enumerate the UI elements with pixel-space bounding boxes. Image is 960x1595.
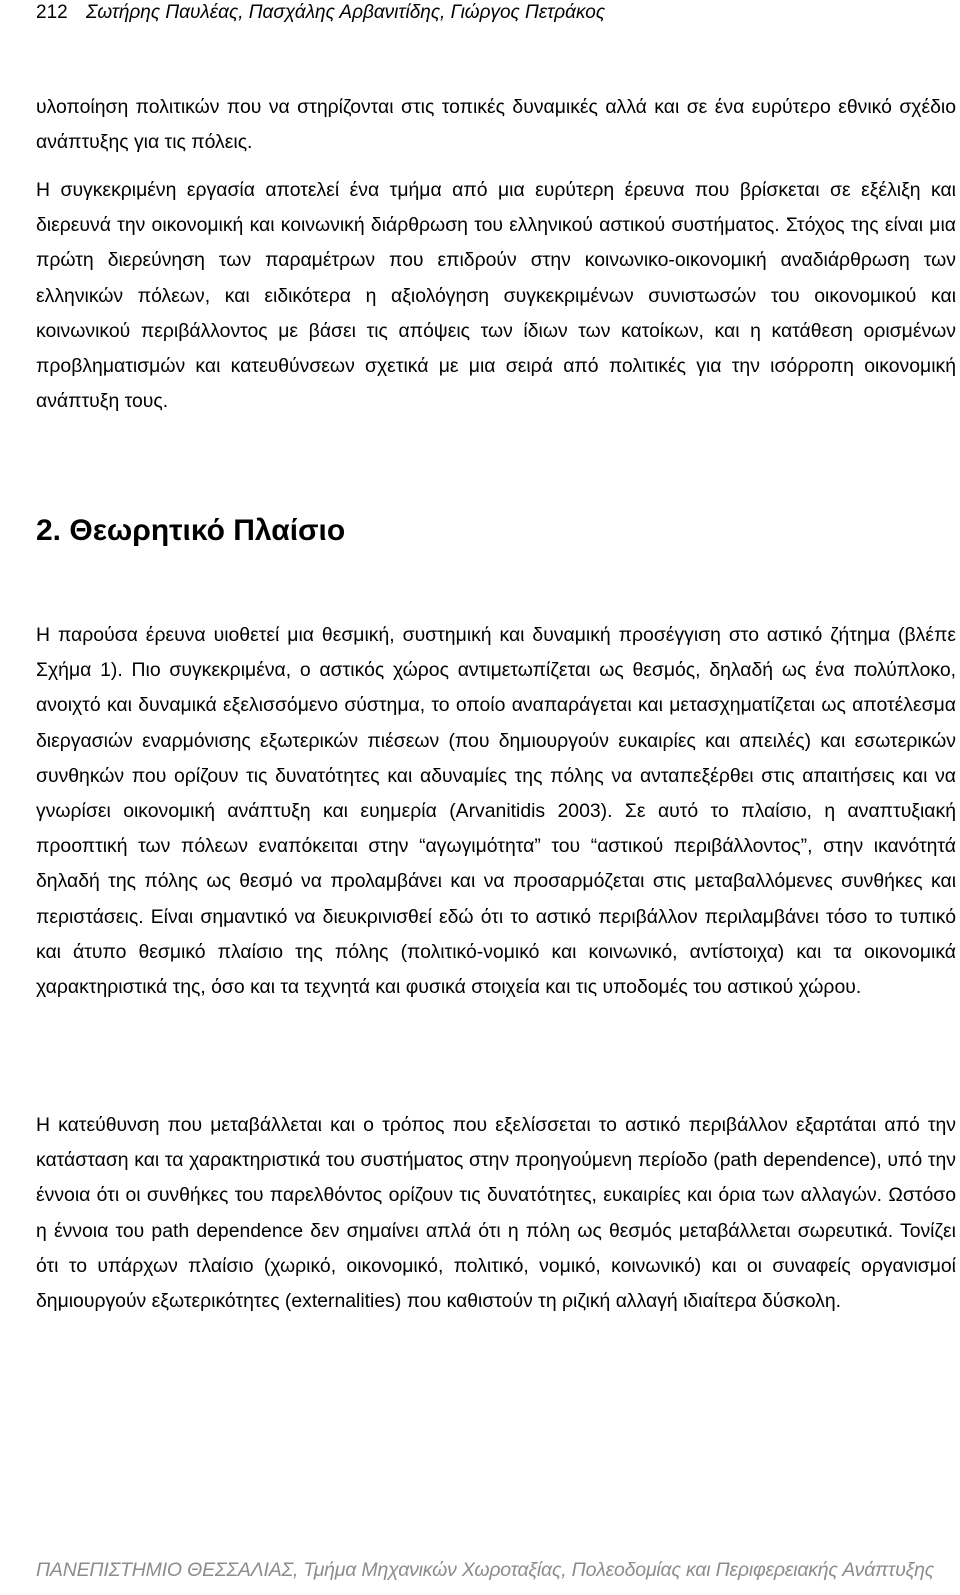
page-footer: ΠΑΝΕΠΙΣΤΗΜΙΟ ΘΕΣΣΑΛΙΑΣ, Τμήμα Μηχανικών Χωροταξίας, Πολεοδομίας και Περιφερειακής Ανάπτυξης xyxy=(36,1559,935,1581)
section-heading: 2. Θεωρητικό Πλαίσιο xyxy=(36,514,346,547)
paragraph-theoretical-approach: Η παρούσα έρευνα υιοθετεί μια θεσμική, συστημική και δυναμική προσέγγιση στο αστικό ζήτημα (βλέπε Σχήμα 1). Πιο συγκεκριμένα, ο αστικός χώρος αντιμετωπίζεται ως θεσμός, δηλαδή ως ένα πολύπλοκο, ανοιχτό και δυναμικά εξελισσόμενο σύστημα, το οποίο αναπαράγεται και μετασχηματίζεται ως αποτέλεσμα διεργασιών εναρμόνισης εξωτερικών πιέσεων (που δημιουργούν ευκαιρίες και απειλές) και εσωτερικών συνθηκών που ορίζουν τις δυνατότητες και αδυναμίες της πόλης να ανταπεξέρθει στις απαιτήσεις και να γνωρίσει οικονομική ανάπτυξη και ευημερία (Arvanitidis 2003). Σε αυτό το πλαίσιο, η αναπτυξιακή προοπτική των πόλεων εναπόκειται στην “αγωγιμότητα” του “αστικού περιβάλλοντος”, στην ικανότητά δηλαδή της πόλης ως θεσμό να προλαμβάνει και να προσαρμόζεται στις μεταβαλλόμενες συνθήκες και περιστάσεις. Είναι σημαντικό να διευκρινισθεί εδώ ότι το αστικό περιβάλλον περιλαμβάνει τόσο το τυπικό και άτυπο θεσμικό πλαίσιο της πόλης (πολιτικό-νομικό και κοινωνικό, αντίστοιχα) και τα οικονομικά χαρακτηριστικά της, όσο και τα τεχνητά και φυσικά στοιχεία και τις υποδομές του αστικού χώρου. xyxy=(36,624,956,999)
paragraph-path-dependence: Η κατεύθυνση που μεταβάλλεται και ο τρόπος που εξελίσσεται το αστικό περιβάλλον εξαρτάται από την κατάσταση και τα χαρακτηριστικά του συστήματος στην προηγούμενη περίοδο (path dependence), υπό την έννοια ότι οι συνθήκες του παρελθόντος ορίζουν τις δυνατότητες, ευκαιρίες και όρια των αλλαγών. Ωστόσο η έννοια του path dependence δεν σημαίνει απλά ότι η πόλη ως θεσμός μεταβάλλεται σωρευτικά. Τονίζει ότι το υπάρχων πλαίσιο (χωρικό, οικονομικό, πολιτικό, νομικό, κοινωνικό) και οι συναφείς οργανισμοί δημιουργούν εξωτερικότητες (externalities) που καθιστούν τη ριζική αλλαγή ιδιαίτερα δύσκολη. xyxy=(36,1114,956,1313)
header-authors: Σωτήρης Παυλέας, Πασχάλης Αρβανιτίδης, Γιώργος Πετράκος xyxy=(86,2,606,23)
page-number: 212 xyxy=(36,2,68,23)
paragraph-research-scope: Η συγκεκριμένη εργασία αποτελεί ένα τμήμα από μια ευρύτερη έρευνα που βρίσκεται σε εξέλιξη και διερευνά την οικονομική και κοινωνική διάρθρωση του ελληνικού αστικού συστήματος. Στόχος της είναι μια πρώτη διερεύνηση των παραμέτρων που επιδρούν στην κοινωνικο-οικονομική αναδιάρθρωση των ελληνικών πόλεων, και ειδικότερα η αξιολόγηση συγκεκριμένων συνιστωσών του οικονομικού και κοινωνικού περιβάλλοντος με βάσει τις απόψεις των ίδιων των κατοίκων, και η κατάθεση ορισμένων προβληματισμών και κατευθύνσεων σχετικά με μια σειρά από πολιτικές για την ισόρροπη οικονομική ανάπτυξη τους. xyxy=(36,179,956,413)
paragraph-intro-continuation: υλοποίηση πολιτικών που να στηρίζονται στις τοπικές δυναμικές αλλά και σε ένα ευρύτερο εθνικό σχέδιο ανάπτυξης για τις πόλεις. xyxy=(36,96,956,154)
running-header xyxy=(36,2,605,28)
